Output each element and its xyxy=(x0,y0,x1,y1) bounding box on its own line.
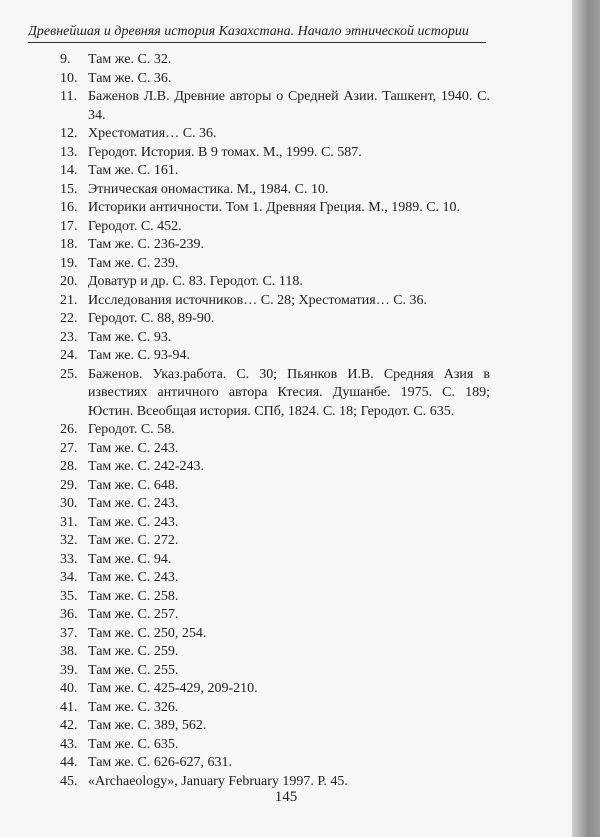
endnote-text: Там же. С. 257. xyxy=(88,607,179,622)
endnote-number: 32. xyxy=(60,533,78,548)
endnote-number: 24. xyxy=(60,348,78,363)
endnote-text: Там же. С. 94. xyxy=(88,551,172,567)
endnote-text: Там же. С. 635. xyxy=(88,736,179,752)
endnote-number: 9. xyxy=(60,52,71,67)
endnote-number: 18. xyxy=(60,237,78,252)
endnote-text: Там же. С. 243. xyxy=(88,570,179,585)
endnote-number: 19. xyxy=(60,255,78,271)
page-number: 145 xyxy=(274,789,298,805)
endnote-item xyxy=(60,347,490,366)
endnote-item xyxy=(60,273,490,292)
endnote-text: Там же. С. 272. xyxy=(88,533,179,548)
endnote-number: 29. xyxy=(60,477,78,493)
endnote-number: 23. xyxy=(60,329,78,345)
endnote-item xyxy=(60,458,490,477)
endnote-item xyxy=(60,88,490,125)
endnote-text: Там же. С. 326. xyxy=(88,699,179,715)
endnote-item xyxy=(60,532,490,551)
endnote-text: Историки античности. Том 1. Древняя Греция. М., 1989. С. 10. xyxy=(88,200,461,215)
endnote-text: Там же. С. 242-243. xyxy=(88,459,204,474)
endnote-number: 38. xyxy=(60,644,78,659)
endnote-text: Геродот. С. 88, 89-90. xyxy=(88,311,215,326)
endnote-text: Там же. С. 255. xyxy=(88,662,179,678)
endnote-item xyxy=(60,310,490,329)
endnote-number: 22. xyxy=(60,311,78,326)
endnote-item xyxy=(60,421,490,440)
endnote-text: Там же. С. 259. xyxy=(88,644,179,659)
endnote-number: 17. xyxy=(60,218,78,234)
endnote-item xyxy=(60,514,490,533)
endnote-text: Этническая ономастика. М., 1984. С. 10. xyxy=(88,181,329,197)
endnote-item xyxy=(60,606,490,625)
endnote-item xyxy=(60,162,490,181)
endnote-item xyxy=(60,144,490,163)
endnote-text: Там же. С. 236-239. xyxy=(88,237,204,252)
endnote-number: 14. xyxy=(60,163,78,178)
endnote-number: 20. xyxy=(60,274,78,289)
endnote-item xyxy=(60,366,490,422)
endnote-text: Там же. С. 243. xyxy=(88,440,179,456)
endnote-number: 44. xyxy=(60,755,78,770)
endnote-item xyxy=(60,643,490,662)
endnote-text: Там же. С. 239. xyxy=(88,255,179,271)
endnote-item xyxy=(60,218,490,237)
endnote-item xyxy=(60,70,490,89)
endnote-number: 25. xyxy=(60,366,78,382)
endnote-number: 15. xyxy=(60,181,78,197)
endnote-number: 28. xyxy=(60,459,78,474)
endnote-number: 43. xyxy=(60,736,78,752)
endnote-number: 40. xyxy=(60,681,78,696)
endnote-item xyxy=(60,699,490,718)
endnote-text: Там же. С. 648. xyxy=(88,477,179,493)
endnote-number: 39. xyxy=(60,662,78,678)
endnote-item xyxy=(60,292,490,311)
endnote-text: Там же. С. 258. xyxy=(88,588,179,604)
endnote-item xyxy=(60,199,490,218)
endnote-number: 10. xyxy=(60,70,78,86)
endnote-item xyxy=(60,255,490,274)
endnote-text: Геродот. История. В 9 томах. М., 1999. С. 587. xyxy=(88,144,362,160)
endnote-number: 34. xyxy=(60,570,78,585)
endnote-number: 30. xyxy=(60,496,78,511)
endnote-number: 41. xyxy=(60,699,78,715)
endnote-item xyxy=(60,236,490,255)
endnote-text: Там же. С. 36. xyxy=(88,70,172,86)
endnote-number: 27. xyxy=(60,440,78,456)
endnote-text: Там же. С. 243. xyxy=(88,514,179,530)
endnotes-list xyxy=(60,51,490,791)
endnote-item xyxy=(60,569,490,588)
endnote-text: Доватур и др. С. 83. Геродот. С. 118. xyxy=(88,274,303,289)
endnote-number: 21. xyxy=(60,292,78,308)
endnote-number: 12. xyxy=(60,126,78,141)
endnote-text: Геродот. С. 58. xyxy=(88,422,175,437)
endnote-item xyxy=(60,588,490,607)
endnote-text: Там же. С. 626-627, 631. xyxy=(88,755,232,770)
endnote-text: Там же. С. 161. xyxy=(88,163,179,178)
endnote-item xyxy=(60,625,490,644)
endnote-item xyxy=(60,662,490,681)
endnote-text: Там же. С. 243. xyxy=(88,496,179,511)
endnote-item xyxy=(60,680,490,699)
endnote-item xyxy=(60,551,490,570)
endnote-number: 37. xyxy=(60,625,78,641)
endnote-text: Там же. С. 425-429, 209-210. xyxy=(88,681,258,696)
endnote-number: 13. xyxy=(60,144,78,160)
endnote-text: Там же. С. 93. xyxy=(88,329,172,345)
book-spine-shadow xyxy=(572,0,600,837)
endnote-item xyxy=(60,329,490,348)
endnote-item xyxy=(60,440,490,459)
endnote-number: 33. xyxy=(60,551,78,567)
endnote-text: Там же. С. 389, 562. xyxy=(88,718,207,733)
endnote-text: Геродот. С. 452. xyxy=(88,218,182,234)
endnote-number: 31. xyxy=(60,514,78,530)
endnote-item xyxy=(60,477,490,496)
endnote-item xyxy=(60,717,490,736)
endnote-text: Там же. С. 32. xyxy=(88,52,172,67)
endnote-item xyxy=(60,736,490,755)
endnote-text: Баженов. Указ.работа. С. 30; Пьянков И.В. Средняя Азия в известиях античного автора Ктесия. Душанбе. 1975. С. 189; Юстин. Всеобщая история. СПб, 1824. С. 18; Геродот. С. 635. xyxy=(88,366,490,419)
endnote-text: Баженов Л.В. Древние авторы о Средней Азии. Ташкент, 1940. С. 34. xyxy=(88,89,490,123)
endnote-number: 42. xyxy=(60,718,78,733)
endnote-number: 11. xyxy=(60,89,77,104)
endnote-text: Хрестоматия… С. 36. xyxy=(88,126,217,141)
endnote-text: Там же. С. 250, 254. xyxy=(88,625,207,641)
endnote-text: «Archaeology», January February 1997. Р. 45. xyxy=(88,773,348,789)
endnote-item xyxy=(60,181,490,200)
endnote-number: 26. xyxy=(60,422,78,437)
running-header: Древнейшая и древняя история Казахстана. Начало этнической истории xyxy=(28,22,486,43)
endnote-number: 36. xyxy=(60,607,78,622)
endnote-text: Исследования источников… С. 28; Хрестоматия… С. 36. xyxy=(88,292,428,308)
endnote-number: 16. xyxy=(60,200,78,215)
endnote-item xyxy=(60,51,490,70)
endnote-number: 45. xyxy=(60,773,78,789)
endnote-text: Там же. С. 93-94. xyxy=(88,348,190,363)
endnote-item xyxy=(60,495,490,514)
endnote-number: 35. xyxy=(60,588,78,604)
endnote-item xyxy=(60,754,490,773)
endnote-item xyxy=(60,125,490,144)
